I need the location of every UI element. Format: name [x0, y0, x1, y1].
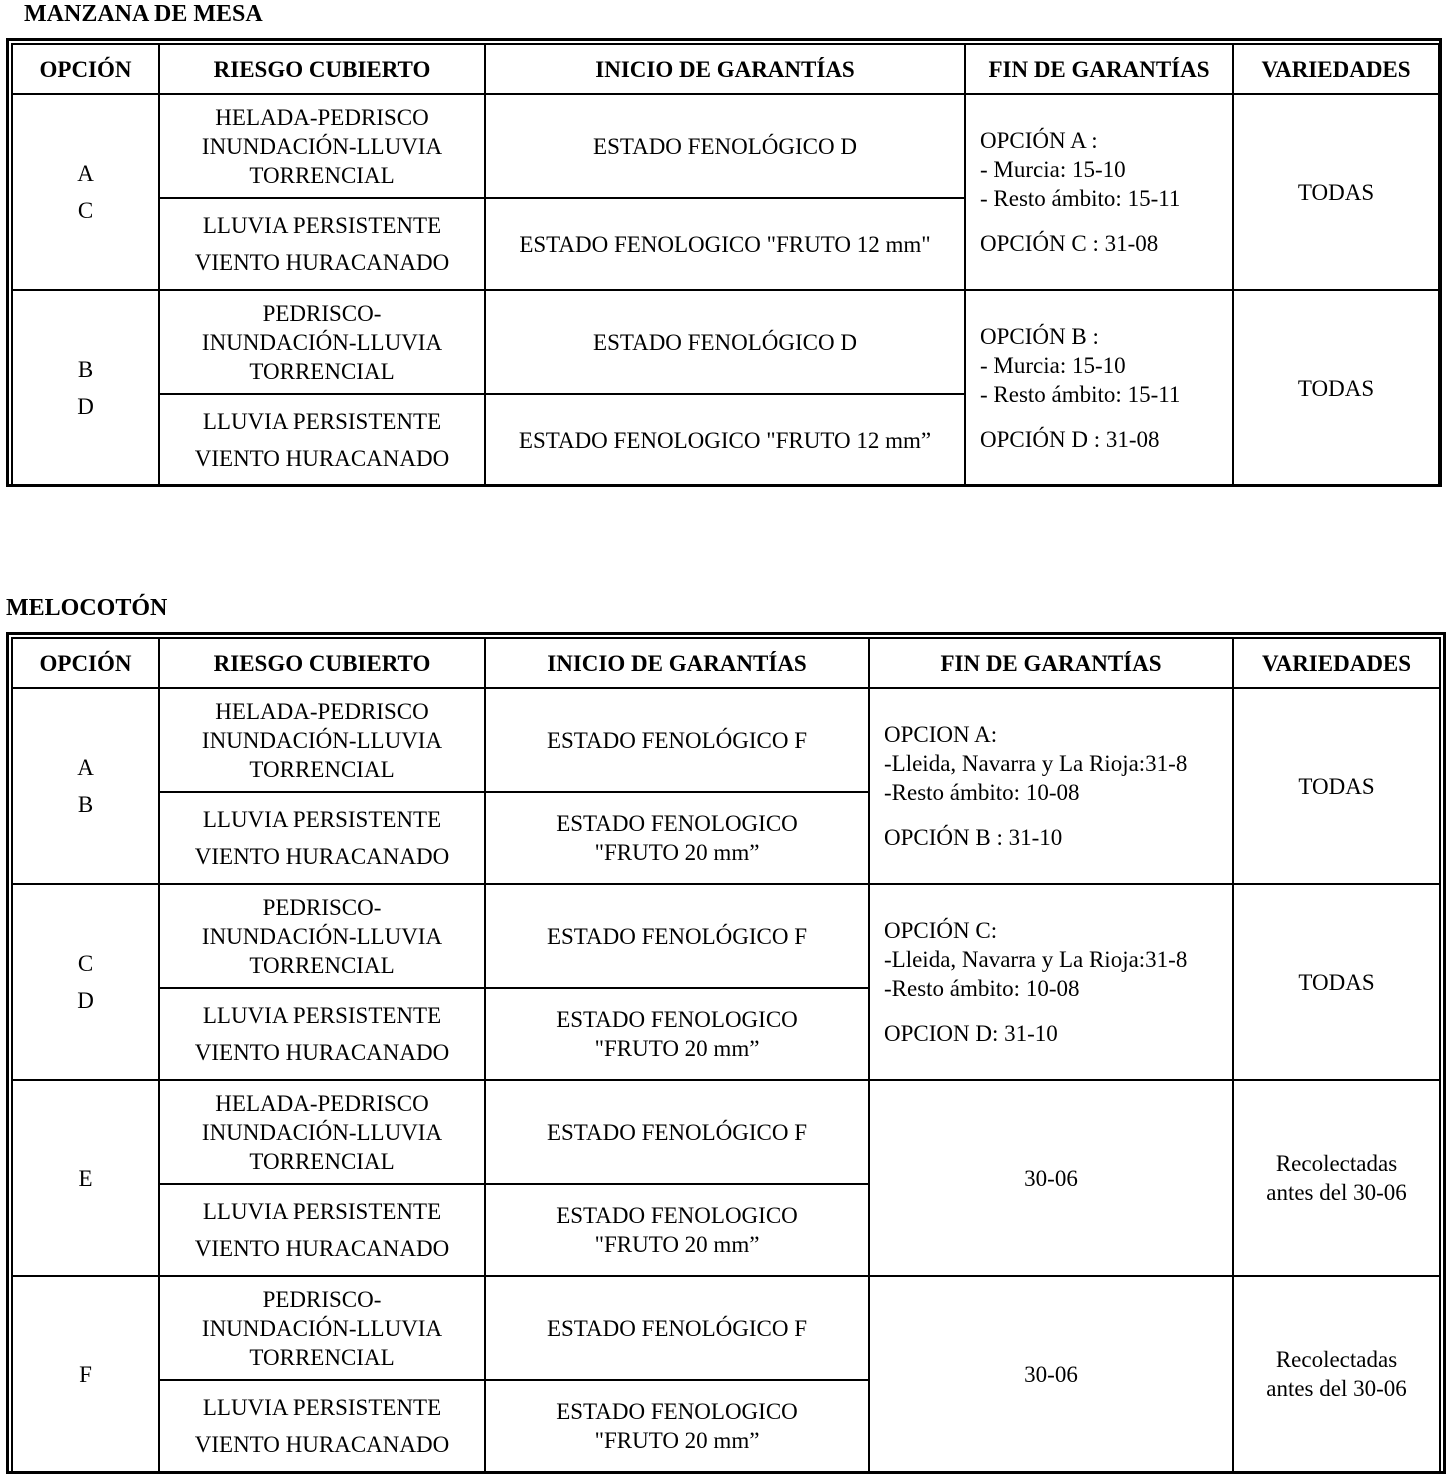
- riesgo-line: VIENTO HURACANADO: [194, 1236, 450, 1261]
- table-row: [12, 884, 1440, 988]
- riesgo-cell: [159, 394, 485, 486]
- riesgo-line: TORRENCIAL: [249, 756, 395, 782]
- riesgo-cell: [159, 884, 485, 988]
- fin-cell: [869, 1276, 1233, 1472]
- riesgo-cell: [159, 688, 485, 792]
- column-header: INICIO DE GARANTÍAS: [485, 638, 869, 688]
- riesgo-cell: [159, 988, 485, 1080]
- fin-spacer: [980, 213, 1226, 229]
- header-row: [12, 638, 1440, 688]
- riesgo-line: PEDRISCO-: [262, 1286, 382, 1312]
- inicio-line: "FRUTO 20 mm”: [594, 1232, 760, 1257]
- option-cell: [12, 290, 159, 486]
- variedades-line: Recolectadas: [1275, 1151, 1398, 1176]
- table-manzana: [11, 43, 1440, 487]
- option-letter: D: [77, 394, 94, 419]
- inicio-cell: [485, 1276, 869, 1380]
- option-cell: [12, 1276, 159, 1472]
- fin-extra-line: OPCION D: 31-10: [884, 1021, 1058, 1046]
- column-header: VARIEDADES: [1233, 638, 1440, 688]
- riesgo-line: PEDRISCO-: [262, 894, 382, 920]
- riesgo-line: HELADA-PEDRISCO: [215, 698, 429, 724]
- variedades-line: antes del 30-06: [1266, 1376, 1407, 1401]
- option-letter: A: [77, 161, 94, 186]
- option-letter: B: [77, 792, 94, 817]
- fin-cell: [869, 884, 1233, 1080]
- inicio-line: ESTADO FENOLOGICO: [556, 1203, 798, 1228]
- variedades-cell: [1233, 1276, 1440, 1472]
- option-letter: C: [77, 198, 94, 223]
- variedades-cell: [1233, 290, 1439, 486]
- riesgo-line: TORRENCIAL: [249, 1344, 395, 1370]
- variedades-line: TODAS: [1298, 969, 1375, 995]
- inicio-cell: [485, 792, 869, 884]
- riesgo-line: INUNDACIÓN-LLUVIA: [201, 1119, 443, 1145]
- riesgo-line: TORRENCIAL: [249, 358, 395, 384]
- table-row: [12, 1080, 1440, 1184]
- section-title-melocoton: MELOCOTÓN: [6, 595, 168, 621]
- riesgo-line: VIENTO HURACANADO: [194, 844, 450, 869]
- riesgo-cell: [159, 1380, 485, 1472]
- column-header: VARIEDADES: [1233, 44, 1439, 94]
- riesgo-cell: [159, 198, 485, 290]
- fin-line: OPCIÓN B :: [980, 324, 1099, 349]
- variedades-line: Recolectadas: [1275, 1347, 1398, 1372]
- option-cell: [12, 94, 159, 290]
- fin-cell: [869, 688, 1233, 884]
- riesgo-line: LLUVIA PERSISTENTE: [202, 1395, 442, 1420]
- fin-spacer: [884, 1003, 1226, 1019]
- fin-line: OPCION A:: [884, 722, 998, 747]
- column-header: RIESGO CUBIERTO: [159, 638, 485, 688]
- column-header: OPCIÓN: [12, 44, 159, 94]
- fin-extra-line: OPCIÓN D : 31-08: [980, 427, 1160, 452]
- riesgo-cell: [159, 1080, 485, 1184]
- fin-line: - Murcia: 15-10: [980, 157, 1126, 182]
- variedades-line: TODAS: [1297, 375, 1375, 401]
- riesgo-cell: [159, 290, 485, 394]
- table-row: [12, 688, 1440, 792]
- riesgo-cell: [159, 1276, 485, 1380]
- inicio-cell: [485, 394, 965, 486]
- section-title-manzana: MANZANA DE MESA: [24, 1, 263, 27]
- inicio-line: "FRUTO 20 mm”: [594, 840, 760, 865]
- option-cell: [12, 688, 159, 884]
- fin-extra-line: OPCIÓN B : 31-10: [884, 825, 1063, 850]
- fin-line: - Murcia: 15-10: [980, 353, 1126, 378]
- inicio-line: ESTADO FENOLOGICO: [556, 1399, 798, 1424]
- inicio-line: ESTADO FENOLOGICO "FRUTO 12 mm”: [518, 427, 932, 453]
- variedades-line: TODAS: [1298, 773, 1375, 799]
- riesgo-line: INUNDACIÓN-LLUVIA: [201, 1315, 443, 1341]
- riesgo-line: TORRENCIAL: [249, 952, 395, 978]
- option-letter: B: [77, 357, 94, 382]
- inicio-line: ESTADO FENOLÓGICO F: [546, 1315, 808, 1341]
- riesgo-line: INUNDACIÓN-LLUVIA: [201, 133, 443, 159]
- riesgo-line: TORRENCIAL: [249, 1148, 395, 1174]
- option-letter: C: [77, 951, 94, 976]
- option-cell: [12, 1080, 159, 1276]
- column-header: FIN DE GARANTÍAS: [869, 638, 1233, 688]
- fin-line: 30-06: [1024, 1361, 1078, 1387]
- inicio-cell: [485, 94, 965, 198]
- table-row: [12, 1276, 1440, 1380]
- option-letter: D: [77, 988, 94, 1013]
- fin-line: -Lleida, Navarra y La Rioja:31-8: [884, 947, 1188, 972]
- fin-line: -Resto ámbito: 10-08: [884, 976, 1080, 1001]
- table-row: [12, 290, 1439, 394]
- inicio-line: ESTADO FENOLOGICO: [556, 1007, 798, 1032]
- table-frame-manzana: [6, 38, 1442, 487]
- inicio-cell: [485, 198, 965, 290]
- fin-spacer: [980, 409, 1226, 425]
- fin-extra-line: OPCIÓN C : 31-08: [980, 231, 1159, 256]
- riesgo-line: VIENTO HURACANADO: [194, 446, 450, 471]
- riesgo-line: INUNDACIÓN-LLUVIA: [201, 727, 443, 753]
- column-header: INICIO DE GARANTÍAS: [485, 44, 965, 94]
- riesgo-cell: [159, 1184, 485, 1276]
- table-melocoton: [11, 637, 1441, 1473]
- fin-line: OPCIÓN A :: [980, 128, 1098, 153]
- riesgo-line: PEDRISCO-: [262, 300, 382, 326]
- riesgo-line: LLUVIA PERSISTENTE: [202, 1003, 442, 1028]
- fin-line: 30-06: [1024, 1165, 1078, 1191]
- riesgo-line: LLUVIA PERSISTENTE: [202, 409, 442, 434]
- fin-line: - Resto ámbito: 15-11: [980, 186, 1181, 211]
- column-header: RIESGO CUBIERTO: [159, 44, 485, 94]
- inicio-cell: [485, 688, 869, 792]
- variedades-line: TODAS: [1297, 179, 1375, 205]
- inicio-line: ESTADO FENOLÓGICO F: [546, 1119, 808, 1145]
- option-cell: [12, 884, 159, 1080]
- inicio-line: ESTADO FENOLOGICO: [556, 811, 798, 836]
- variedades-cell: [1233, 688, 1440, 884]
- fin-line: -Resto ámbito: 10-08: [884, 780, 1080, 805]
- inicio-cell: [485, 884, 869, 988]
- option-letter: A: [77, 755, 94, 780]
- inicio-line: ESTADO FENOLÓGICO D: [593, 329, 857, 355]
- inicio-line: ESTADO FENOLOGICO "FRUTO 12 mm": [519, 231, 931, 257]
- inicio-cell: [485, 1080, 869, 1184]
- inicio-line: ESTADO FENOLÓGICO F: [546, 923, 808, 949]
- inicio-line: ESTADO FENOLÓGICO D: [593, 133, 857, 159]
- riesgo-line: HELADA-PEDRISCO: [215, 104, 429, 130]
- variedades-cell: [1233, 884, 1440, 1080]
- fin-line: OPCIÓN C:: [884, 918, 998, 943]
- riesgo-line: LLUVIA PERSISTENTE: [202, 807, 442, 832]
- option-letter: F: [79, 1361, 92, 1387]
- inicio-line: "FRUTO 20 mm”: [594, 1036, 760, 1061]
- fin-line: - Resto ámbito: 15-11: [980, 382, 1181, 407]
- fin-cell: [869, 1080, 1233, 1276]
- table-row: [12, 94, 1439, 198]
- inicio-cell: [485, 290, 965, 394]
- variedades-cell: [1233, 94, 1439, 290]
- variedades-cell: [1233, 1080, 1440, 1276]
- riesgo-line: VIENTO HURACANADO: [194, 1432, 450, 1457]
- riesgo-line: VIENTO HURACANADO: [194, 1040, 450, 1065]
- table-frame-melocoton: [6, 632, 1446, 1474]
- fin-spacer: [884, 807, 1226, 823]
- riesgo-line: HELADA-PEDRISCO: [215, 1090, 429, 1116]
- inicio-cell: [485, 988, 869, 1080]
- fin-cell: [965, 94, 1233, 290]
- inicio-line: "FRUTO 20 mm”: [594, 1428, 760, 1453]
- riesgo-cell: [159, 792, 485, 884]
- column-header: OPCIÓN: [12, 638, 159, 688]
- inicio-cell: [485, 1184, 869, 1276]
- riesgo-line: LLUVIA PERSISTENTE: [202, 213, 442, 238]
- riesgo-line: INUNDACIÓN-LLUVIA: [201, 923, 443, 949]
- riesgo-line: VIENTO HURACANADO: [194, 250, 450, 275]
- option-letter: E: [78, 1165, 93, 1191]
- fin-line: -Lleida, Navarra y La Rioja:31-8: [884, 751, 1188, 776]
- variedades-line: antes del 30-06: [1266, 1180, 1407, 1205]
- riesgo-line: LLUVIA PERSISTENTE: [202, 1199, 442, 1224]
- inicio-cell: [485, 1380, 869, 1472]
- riesgo-line: TORRENCIAL: [249, 162, 395, 188]
- column-header: FIN DE GARANTÍAS: [965, 44, 1233, 94]
- header-row: [12, 44, 1439, 94]
- fin-cell: [965, 290, 1233, 486]
- riesgo-cell: [159, 94, 485, 198]
- riesgo-line: INUNDACIÓN-LLUVIA: [201, 329, 443, 355]
- inicio-line: ESTADO FENOLÓGICO F: [546, 727, 808, 753]
